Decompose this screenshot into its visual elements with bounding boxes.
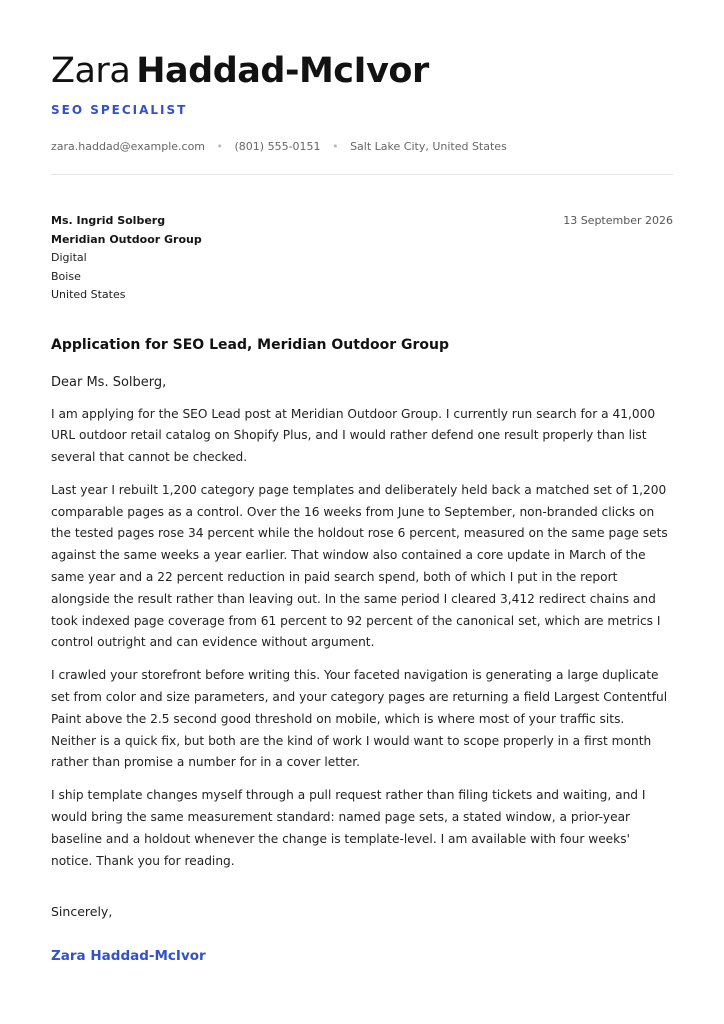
letter-header [51, 0, 673, 175]
contact-separator: • [332, 140, 339, 153]
closing: Sincerely, [51, 904, 113, 920]
recipient-department: Digital [51, 251, 87, 264]
signature: Zara Haddad-McIvor [51, 948, 206, 965]
letter-body [51, 404, 673, 873]
contact-phone[interactable]: (801) 555-0151 [234, 140, 321, 153]
body-paragraph: I ship template changes myself through a pull request rather than filing tickets and waiting, and I would bring the same measurement standard: named page sets, a stated window, a prior-year baseline and a holdout whenever the change is template-level. I am available with four weeks' notice. Thank you for reading. [51, 788, 646, 868]
body-paragraph: I am applying for the SEO Lead post at Meridian Outdoor Group. I currently run search for a 41,000 URL outdoor retail catalog on Shopify Plus, and I would rather defend one result properly than list several that cannot be checked. [51, 406, 656, 465]
applicant-first-name: Zara [51, 51, 131, 91]
contact-separator: • [216, 140, 224, 153]
body-paragraph: I crawled your storefront before writing this. Your faceted navigation is generating a large duplicate set from color and size parameters, and your category pages are returning a field Largest Contentful Paint above the 2.5 second good threshold on mobile, which is where most of your traffic sits. Neither is a quick fix, but both are the kind of work I would want to scope properly in a first month rather than promise a number for in a cover letter. [51, 668, 668, 770]
recipient-address [51, 212, 202, 305]
applicant-last-name: Haddad-McIvor [136, 51, 429, 91]
recipient-company: Meridian Outdoor Group [51, 232, 202, 246]
contact-line [51, 140, 673, 154]
recipient-name: Ms. Ingrid Solberg [51, 214, 166, 227]
contact-email[interactable]: zara.haddad@example.com [51, 140, 206, 153]
recipient-country: United States [51, 288, 126, 301]
letter-subject: Application for SEO Lead, Meridian Outdoor Group [51, 336, 449, 353]
applicant-role: SEO SPECIALIST [51, 103, 188, 117]
applicant-name [51, 48, 673, 94]
address-block [51, 212, 673, 305]
contact-location: Salt Lake City, United States [350, 140, 507, 153]
letter-date: 13 September 2026 [563, 214, 673, 227]
recipient-city: Boise [51, 269, 81, 283]
body-paragraph: Last year I rebuilt 1,200 category page templates and deliberately held back a matched set of 1,200 comparable pages as a control. Over the 16 weeks from June to September, non-branded clicks on the tested pages rose 34 percent while the holdout rose 6 percent, measured on the same page sets against the same weeks a year earlier. That window also contained a core update in March of the same year and a 22 percent reduction in paid search spend, both of which I put in the report alongside the result rather than leaving out. In the same period I cleared 3,412 redirect chains and took indexed page coverage from 61 percent to 92 percent of the canonical set, which are metrics I control outright and can evidence without argument. [51, 482, 668, 650]
salutation: Dear Ms. Solberg, [51, 374, 167, 390]
header-divider [51, 174, 673, 175]
